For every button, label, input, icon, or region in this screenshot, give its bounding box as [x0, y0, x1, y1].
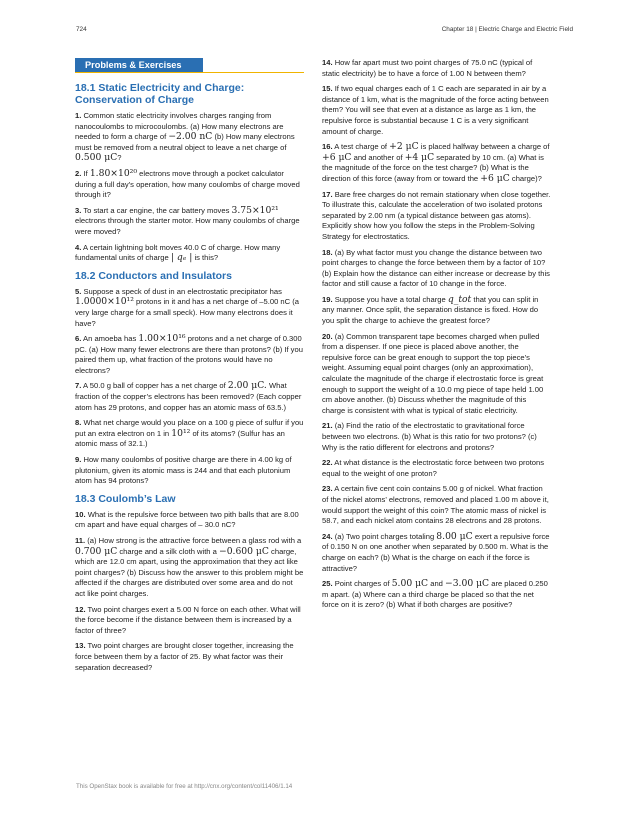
- problem-number: 2.: [75, 168, 82, 178]
- problem-text: and: [430, 579, 443, 589]
- math-expression: 0.500 μC: [75, 152, 118, 164]
- problem-text: charge and a silk cloth with a: [119, 546, 217, 556]
- problem-text: A 50.0 g ball of copper has a net charge of: [83, 381, 226, 391]
- problem-number: 23.: [322, 484, 333, 494]
- problem-9: [75, 455, 304, 487]
- problem-number: 19.: [322, 294, 333, 304]
- problem-number: 20.: [322, 331, 333, 341]
- problem-text: An amoeba has: [83, 334, 137, 344]
- problem-text: separated by 10 cm. (a) What is the magnitude of the force on the test charge? (b) What is the direction of this force (away from or toward the: [322, 152, 544, 183]
- math-expression: +2 μC: [389, 141, 419, 153]
- problem-number: 8.: [75, 418, 82, 428]
- problem-number: 14.: [322, 58, 333, 67]
- problem-23: [322, 484, 551, 526]
- problem-text: What is the repulsive force between two pith balls that are 8.00 cm apart and have equal charges of – 30.0 nC?: [75, 509, 299, 530]
- problem-25: [322, 579, 551, 611]
- problem-8: [75, 418, 304, 450]
- problem-4: [75, 243, 304, 264]
- left-column: [75, 58, 304, 678]
- problem-text: How far apart must two point charges of 75.0 nC (typical of static electricity) be to have a force of 1.00 N between them?: [322, 58, 533, 78]
- problem-text: To start a car engine, the car battery moves: [83, 205, 230, 215]
- math-expression: +6 μC: [480, 172, 510, 184]
- math-expression: 8.00 μC: [436, 530, 473, 542]
- math-expression: q_tot: [447, 293, 472, 305]
- problem-number: 15.: [322, 84, 333, 94]
- problem-number: 9.: [75, 455, 82, 465]
- problem-text: protons and a net charge of 0.300 pC. (a) How many fewer electrons are there than protons? (b) If you paired them up, what fraction of the protons would have no electrons?: [75, 334, 303, 375]
- problem-number: 18.: [322, 247, 333, 257]
- problem-text: (a) Find the ratio of the electrostatic to gravitational force between two electrons. (b) What is this ratio for two protons? (c) Why is the ratio different for electrons and protons?: [322, 421, 537, 452]
- problem-text: If two equal charges each of 1 C each are separated in air by a distance of 1 km, what is the magnitude of the force acting between them? You will see that even at a distance as large as 1 km, the repulsive force is substantial because 1 C is a very significant amount of charge.: [322, 84, 549, 136]
- problem-text: and another of: [353, 152, 403, 162]
- footer-note: This OpenStax book is available for free at http://cnx.org/content/col11406/1.14: [76, 783, 293, 790]
- problem-text: (a) Two point charges totaling: [334, 531, 435, 541]
- problem-number: 10.: [75, 509, 86, 519]
- problem-number: 6.: [75, 334, 82, 344]
- problem-22: [322, 458, 551, 479]
- problem-text: are placed 0.250 m apart. (a) Where can a third charge be placed so that the net force on it is zero? (b) What if both charges are positive?: [322, 579, 548, 610]
- problem-text: exert a repulsive force of 0.150 N on one another when separated by 0.500 m. What is the charge on each? (b) What is the charge on each if the force is attractive?: [322, 531, 550, 573]
- problem-text: How many coulombs of positive charge are there in 4.00 kg of plutonium, given its atomic mass is 244 and that each plutonium atom has 94 protons?: [75, 455, 292, 486]
- problem-text: that you can split in any manner. Once split, the separation distance is fixed. How do you split the charge to achieve the greatest force?: [322, 294, 539, 326]
- problem-number: 5.: [75, 286, 82, 296]
- math-expression: −0.600 μC: [219, 545, 269, 557]
- math-expression: | qₑ |: [170, 252, 193, 264]
- problem-text: What net charge would you place on a 100 g piece of sulfur if you put an extra electron on 1 in: [75, 418, 304, 438]
- problems-banner: Problems & Exercises: [75, 58, 203, 72]
- math-expression: −2.00 nC: [168, 131, 213, 143]
- problem-13: [75, 641, 304, 673]
- problem-number: 11.: [75, 536, 86, 545]
- problem-6: [75, 334, 304, 376]
- problem-text: A certain lightning bolt moves 40.0 C of charge. How many fundamental units of charge: [75, 242, 281, 263]
- math-expression: 2.00 μC.: [227, 380, 267, 392]
- problem-number: 17.: [322, 189, 333, 199]
- problem-text: What fraction of the copper’s electrons has been removed? (Each copper atom has 29 protons, and copper has an atomic mass of 63.5.): [75, 381, 302, 412]
- problem-number: 4.: [75, 242, 82, 252]
- problem-16: [322, 142, 551, 184]
- problem-text: A certain five cent coin contains 5.00 g of nickel. What fraction of the nickel atoms’ electrons, removed and placed 1.00 m above it, would support the weight of this coin? The atomic mass of nickel is 58.7, and each nickel atom contains 28 electrons and 28 protons.: [322, 484, 549, 526]
- problem-15: [322, 84, 551, 137]
- problem-text: electrons through the starter motor. How many coulombs of charge were moved?: [75, 216, 300, 236]
- problem-number: 7.: [75, 381, 82, 391]
- math-expression: 3.75×10²¹: [231, 204, 279, 216]
- problem-text: of its atoms? (Sulfur has an atomic mass of 32.1.): [75, 428, 285, 449]
- problem-number: 21.: [322, 421, 333, 431]
- math-expression: 1.80×10²⁰: [89, 167, 138, 179]
- problem-2: [75, 169, 304, 201]
- problem-21: [322, 421, 551, 453]
- problem-text: Suppose a speck of dust in an electrostatic precipitator has: [83, 286, 282, 296]
- problem-text: If: [83, 168, 88, 178]
- problem-text: At what distance is the electrostatic force between two protons equal to the weight of one proton?: [322, 458, 545, 478]
- section-title: 18.2 Conductors and Insulators: [75, 269, 232, 282]
- section-title: 18.3 Coulomb’s Law: [75, 492, 176, 505]
- problem-number: 24.: [322, 531, 333, 541]
- page-number: 724: [76, 26, 87, 33]
- problem-text: is placed halfway between a charge of: [420, 142, 550, 152]
- problem-24: [322, 532, 551, 574]
- math-expression: 10¹²: [171, 427, 191, 439]
- problem-number: 1.: [75, 111, 82, 120]
- problem-11: [75, 536, 304, 600]
- problem-text: Bare free charges do not remain stationary when close together. To illustrate this, calculate the acceleration of two isolated protons separated by 2.00 nm (a typical distance between gas atoms). Explicitly show how you follow the steps in the Problem-Solving Strategy for electrostatics.: [322, 189, 551, 241]
- problem-number: 22.: [322, 458, 333, 468]
- problem-text: Two point charges exert a 5.00 N force on each other. What will the force become if the distance between them is increased by a factor of three?: [75, 604, 301, 635]
- problem-17: [322, 190, 551, 243]
- problem-text: electrons move through a pocket calculator during a full day’s operation, how many coulombs of charge moved through it?: [75, 168, 300, 200]
- problem-text: (b) How many electrons must be removed from a neutral object to leave a net charge of: [75, 132, 295, 152]
- problem-number: 12.: [75, 604, 86, 614]
- section-title: 18.1 Static Electricity and Charge: Conservation of Charge: [75, 82, 245, 106]
- problem-5: [75, 287, 304, 329]
- chapter-header: Chapter 18 | Electric Charge and Electric Field: [441, 26, 573, 33]
- math-expression: +4 μC: [404, 151, 435, 163]
- problem-text: ?: [117, 153, 122, 163]
- right-column: [322, 58, 551, 616]
- problem-number: 13.: [75, 641, 86, 651]
- problem-text: A test charge of: [334, 142, 388, 152]
- problem-1: [75, 111, 304, 164]
- problem-20: [322, 332, 551, 417]
- problem-10: [75, 510, 304, 531]
- problem-text: charge)?: [511, 173, 542, 183]
- math-expression: +6 μC: [322, 151, 352, 163]
- problem-12: [75, 605, 304, 637]
- problem-number: 3.: [75, 205, 82, 215]
- banner-rule: [75, 58, 304, 73]
- problem-text: (a) By what factor must you change the distance between two point charges to change the force between them by a factor of 10? (b) Explain how the distance can either increase or decrease by this factor and still cause a factor of 10 change in the force.: [322, 247, 550, 289]
- problem-text: protons in it and has a net charge of –5.00 nC (a very large charge for a small speck). How many electrons does it have?: [75, 297, 299, 328]
- problem-text: (a) Common transparent tape becomes charged when pulled from a dispenser. If one piece is placed above another, the repulsive force can be great enough to support the top piece’s weight. Assuming equal point charges (only an approximation), calculate the magnitude of the charge if electrostatic force is great enough to support the weight of a 10.0 mg piece of tape held 1.00 cm above another. (b) Discuss whether the magnitude of this charge is consistent with what is typical of static electricity.: [322, 331, 544, 415]
- problem-3: [75, 206, 304, 238]
- problem-19: [322, 295, 551, 327]
- problem-text: (a) How strong is the attractive force between a glass rod with a: [87, 536, 302, 545]
- problem-number: 16.: [322, 142, 333, 152]
- problem-number: 25.: [322, 579, 333, 589]
- math-expression: −3.00 μC: [445, 578, 490, 590]
- problem-14: [322, 58, 551, 79]
- math-expression: 0.700 μC: [75, 545, 118, 557]
- problem-text: charge, which are 12.0 cm apart, using the approximation that they act like point charges? (b) Discuss how the answer to this problem might be affected if the charges are distributed over some area and do not act like point charges.: [75, 546, 304, 598]
- math-expression: 1.0000×10¹²: [75, 296, 134, 308]
- problem-7: [75, 381, 304, 413]
- problem-18: [322, 248, 551, 290]
- problem-text: Point charges of: [334, 579, 390, 589]
- problem-text: Two point charges are brought closer together, increasing the force between them by a factor of 25. By what factor was their separation decreased?: [75, 641, 294, 672]
- math-expression: 1.00×10¹⁶: [138, 333, 186, 345]
- problem-text: Suppose you have a total charge: [334, 294, 446, 304]
- problem-text: is this?: [194, 253, 219, 263]
- math-expression: 5.00 μC: [391, 578, 429, 590]
- problem-text: Common static electricity involves charges ranging from nanocoulombs to microcoulombs. (a) How many electrons are needed to form a charge of: [75, 111, 284, 142]
